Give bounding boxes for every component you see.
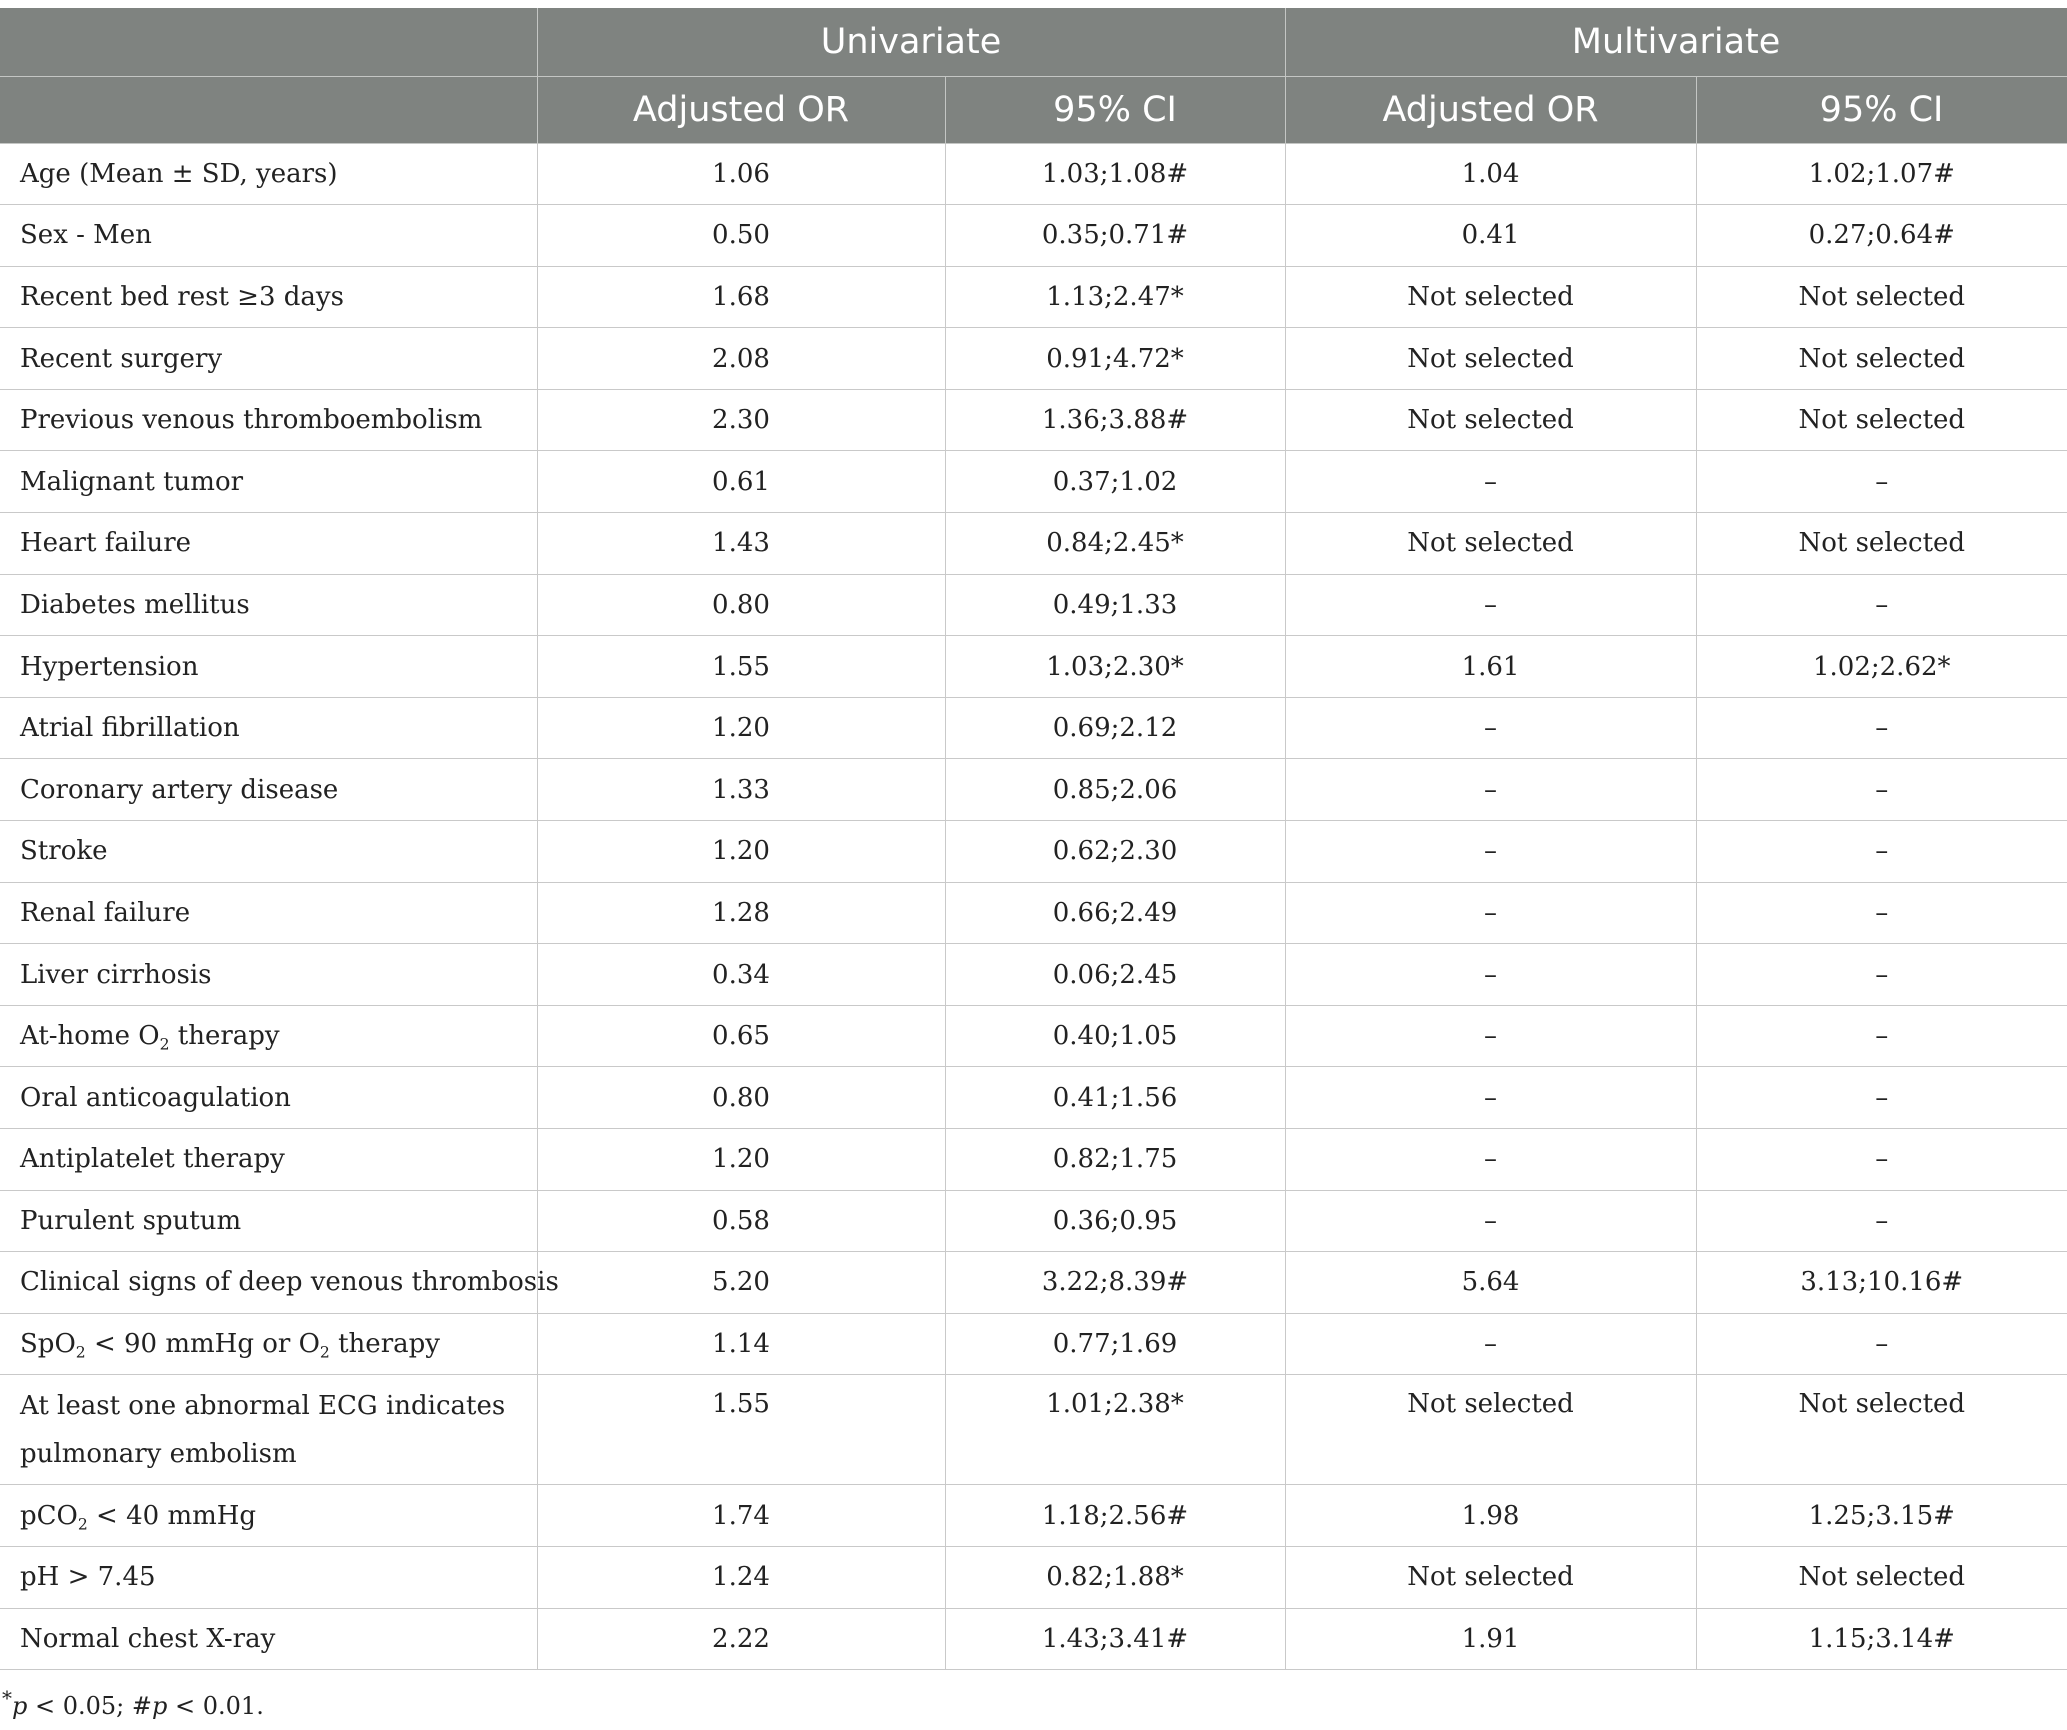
row-label: Clinical signs of deep venous thrombosis	[0, 1252, 537, 1314]
cell-univariate-ci: 0.66;2.49	[945, 882, 1285, 944]
cell-univariate-ci: 1.13;2.47*	[945, 266, 1285, 328]
cell-multivariate-ci: –	[1696, 697, 2067, 759]
cell-multivariate-ci: –	[1696, 944, 2067, 1006]
row-label-subscript: 2	[77, 1515, 88, 1534]
footnote-p-symbol: p	[152, 1692, 168, 1720]
cell-univariate-or: 2.22	[537, 1608, 945, 1670]
cell-multivariate-ci: 1.15;3.14#	[1696, 1608, 2067, 1670]
table-row	[0, 1067, 2067, 1129]
row-label-part: SpO	[20, 1329, 76, 1360]
cell-multivariate-or: –	[1285, 1129, 1696, 1191]
cell-multivariate-ci: Not selected	[1696, 513, 2067, 575]
cell-multivariate-or: Not selected	[1285, 266, 1696, 328]
cell-multivariate-or: –	[1285, 1313, 1696, 1375]
cell-multivariate-ci: Not selected	[1696, 328, 2067, 390]
row-label: Previous venous thromboembolism	[0, 389, 537, 451]
cell-univariate-ci: 0.82;1.88*	[945, 1546, 1285, 1608]
cell-multivariate-ci: 0.27;0.64#	[1696, 205, 2067, 267]
row-label: Coronary artery disease	[0, 759, 537, 821]
table-header	[0, 8, 2067, 143]
cell-multivariate-ci: –	[1696, 1129, 2067, 1191]
table-row	[0, 1485, 2067, 1547]
row-label-part: therapy	[169, 1021, 280, 1052]
table-row	[0, 1005, 2067, 1067]
cell-multivariate-ci: 1.02;1.07#	[1696, 143, 2067, 205]
cell-multivariate-ci: 1.25;3.15#	[1696, 1485, 2067, 1547]
table-body	[0, 143, 2067, 1670]
row-label: Renal failure	[0, 882, 537, 944]
cell-univariate-or: 0.34	[537, 944, 945, 1006]
table-footnote	[2, 1686, 264, 1720]
cell-multivariate-or: –	[1285, 759, 1696, 821]
row-label-subscript: 2	[319, 1343, 330, 1362]
row-label-subscript: 2	[159, 1035, 170, 1054]
header-multivariate-ci: 95% CI	[1696, 76, 2067, 143]
table-row	[0, 513, 2067, 575]
cell-multivariate-ci: –	[1696, 821, 2067, 883]
cell-multivariate-or: 0.41	[1285, 205, 1696, 267]
cell-multivariate-or: –	[1285, 821, 1696, 883]
table-row	[0, 1252, 2067, 1314]
cell-multivariate-ci: –	[1696, 759, 2067, 821]
cell-multivariate-ci: –	[1696, 882, 2067, 944]
cell-multivariate-or: –	[1285, 1067, 1696, 1129]
cell-univariate-ci: 0.84;2.45*	[945, 513, 1285, 575]
row-label: Hypertension	[0, 636, 537, 698]
cell-univariate-or: 1.28	[537, 882, 945, 944]
cell-univariate-ci: 0.49;1.33	[945, 574, 1285, 636]
table-row	[0, 1608, 2067, 1670]
row-label: Sex - Men	[0, 205, 537, 267]
cell-univariate-or: 1.06	[537, 143, 945, 205]
cell-multivariate-or: 5.64	[1285, 1252, 1696, 1314]
row-label: Normal chest X-ray	[0, 1608, 537, 1670]
footnote-star: *	[2, 1686, 12, 1710]
row-label-part: < 90 mmHg or O	[85, 1329, 320, 1360]
cell-multivariate-or: 1.61	[1285, 636, 1696, 698]
cell-multivariate-ci: –	[1696, 1313, 2067, 1375]
row-label: pH > 7.45	[0, 1546, 537, 1608]
header-column-row	[0, 76, 2067, 143]
cell-multivariate-ci: Not selected	[1696, 1375, 2067, 1485]
cell-multivariate-or: Not selected	[1285, 1375, 1696, 1485]
table-row	[0, 574, 2067, 636]
cell-multivariate-or: Not selected	[1285, 328, 1696, 390]
cell-univariate-or: 0.80	[537, 574, 945, 636]
table-row	[0, 389, 2067, 451]
cell-univariate-or: 0.58	[537, 1190, 945, 1252]
header-univariate-ci: 95% CI	[945, 76, 1285, 143]
table-row	[0, 759, 2067, 821]
cell-univariate-ci: 0.82;1.75	[945, 1129, 1285, 1191]
cell-multivariate-or: –	[1285, 574, 1696, 636]
table-row	[0, 266, 2067, 328]
header-multivariate: Multivariate	[1285, 8, 2067, 76]
cell-multivariate-or: 1.04	[1285, 143, 1696, 205]
cell-univariate-or: 1.55	[537, 636, 945, 698]
cell-univariate-ci: 0.91;4.72*	[945, 328, 1285, 390]
cell-univariate-or: 5.20	[537, 1252, 945, 1314]
results-table	[0, 8, 2067, 1670]
table-row	[0, 451, 2067, 513]
row-label: Stroke	[0, 821, 537, 883]
cell-univariate-ci: 1.36;3.88#	[945, 389, 1285, 451]
cell-multivariate-or: Not selected	[1285, 389, 1696, 451]
header-univariate-or: Adjusted OR	[537, 76, 945, 143]
header-blank-cell	[0, 8, 537, 76]
cell-multivariate-or: Not selected	[1285, 1546, 1696, 1608]
cell-univariate-ci: 1.01;2.38*	[945, 1375, 1285, 1485]
table-row	[0, 1129, 2067, 1191]
cell-univariate-ci: 0.06;2.45	[945, 944, 1285, 1006]
table-row	[0, 328, 2067, 390]
table-row	[0, 944, 2067, 1006]
cell-univariate-ci: 1.43;3.41#	[945, 1608, 1285, 1670]
cell-univariate-ci: 0.35;0.71#	[945, 205, 1285, 267]
cell-multivariate-ci: –	[1696, 451, 2067, 513]
header-group-row	[0, 8, 2067, 76]
cell-multivariate-ci: Not selected	[1696, 1546, 2067, 1608]
cell-multivariate-ci: –	[1696, 1067, 2067, 1129]
row-label: Heart failure	[0, 513, 537, 575]
table-row	[0, 1546, 2067, 1608]
table-row	[0, 205, 2067, 267]
cell-multivariate-or: 1.91	[1285, 1608, 1696, 1670]
row-label-subscript: 2	[75, 1343, 86, 1362]
cell-multivariate-or: –	[1285, 1005, 1696, 1067]
row-label: Antiplatelet therapy	[0, 1129, 537, 1191]
footnote-text-1: < 0.05; #	[27, 1692, 153, 1720]
row-label	[0, 1313, 537, 1375]
table-row	[0, 697, 2067, 759]
row-label: Malignant tumor	[0, 451, 537, 513]
cell-multivariate-or: –	[1285, 882, 1696, 944]
row-label: Purulent sputum	[0, 1190, 537, 1252]
cell-univariate-ci: 1.03;2.30*	[945, 636, 1285, 698]
cell-univariate-or: 1.14	[537, 1313, 945, 1375]
row-label-part: < 40 mmHg	[87, 1500, 257, 1531]
cell-univariate-or: 2.30	[537, 389, 945, 451]
header-multivariate-or: Adjusted OR	[1285, 76, 1696, 143]
footnote-text-2: < 0.01.	[167, 1692, 264, 1720]
row-label: Diabetes mellitus	[0, 574, 537, 636]
cell-multivariate-ci: –	[1696, 574, 2067, 636]
cell-multivariate-or: 1.98	[1285, 1485, 1696, 1547]
cell-univariate-or: 1.20	[537, 697, 945, 759]
cell-multivariate-or: –	[1285, 1190, 1696, 1252]
row-label: Oral anticoagulation	[0, 1067, 537, 1129]
cell-univariate-or: 1.33	[537, 759, 945, 821]
cell-multivariate-ci: –	[1696, 1005, 2067, 1067]
cell-univariate-or: 1.43	[537, 513, 945, 575]
row-label	[0, 1005, 537, 1067]
table-row	[0, 1375, 2067, 1485]
cell-univariate-ci: 0.77;1.69	[945, 1313, 1285, 1375]
cell-univariate-or: 0.61	[537, 451, 945, 513]
cell-univariate-or: 1.68	[537, 266, 945, 328]
row-label: Recent bed rest ≥3 days	[0, 266, 537, 328]
cell-univariate-or: 0.65	[537, 1005, 945, 1067]
cell-univariate-ci: 1.18;2.56#	[945, 1485, 1285, 1547]
cell-univariate-ci: 0.69;2.12	[945, 697, 1285, 759]
cell-univariate-ci: 0.85;2.06	[945, 759, 1285, 821]
table-row	[0, 821, 2067, 883]
cell-multivariate-ci: –	[1696, 1190, 2067, 1252]
cell-univariate-or: 1.24	[537, 1546, 945, 1608]
cell-multivariate-ci: 3.13;10.16#	[1696, 1252, 2067, 1314]
row-label	[0, 1485, 537, 1547]
row-label-part: pCO	[20, 1500, 78, 1531]
header-univariate: Univariate	[537, 8, 1285, 76]
row-label: Liver cirrhosis	[0, 944, 537, 1006]
cell-univariate-ci: 0.62;2.30	[945, 821, 1285, 883]
row-label: Atrial fibrillation	[0, 697, 537, 759]
cell-univariate-ci: 0.36;0.95	[945, 1190, 1285, 1252]
cell-multivariate-or: Not selected	[1285, 513, 1696, 575]
cell-multivariate-ci: 1.02;2.62*	[1696, 636, 2067, 698]
cell-univariate-or: 0.50	[537, 205, 945, 267]
cell-multivariate-or: –	[1285, 697, 1696, 759]
cell-univariate-ci: 0.41;1.56	[945, 1067, 1285, 1129]
row-label-part: therapy	[329, 1329, 440, 1360]
table-row	[0, 882, 2067, 944]
cell-univariate-ci: 0.40;1.05	[945, 1005, 1285, 1067]
cell-univariate-ci: 3.22;8.39#	[945, 1252, 1285, 1314]
cell-multivariate-or: –	[1285, 451, 1696, 513]
cell-multivariate-ci: Not selected	[1696, 389, 2067, 451]
table-row	[0, 1313, 2067, 1375]
row-label: Recent surgery	[0, 328, 537, 390]
cell-univariate-or: 1.74	[537, 1485, 945, 1547]
footnote-p-symbol: p	[12, 1692, 28, 1720]
row-label: At least one abnormal ECG indicates pulmonary embolism	[0, 1375, 537, 1485]
cell-univariate-ci: 1.03;1.08#	[945, 143, 1285, 205]
table-row	[0, 1190, 2067, 1252]
header-blank-cell	[0, 76, 537, 143]
table-row	[0, 143, 2067, 205]
cell-univariate-or: 1.20	[537, 1129, 945, 1191]
cell-univariate-or: 1.20	[537, 821, 945, 883]
cell-univariate-or: 1.55	[537, 1375, 945, 1485]
row-label-part: At-home O	[20, 1021, 160, 1052]
table-row	[0, 636, 2067, 698]
row-label: Age (Mean ± SD, years)	[0, 143, 537, 205]
cell-multivariate-ci: Not selected	[1696, 266, 2067, 328]
cell-multivariate-or: –	[1285, 944, 1696, 1006]
cell-univariate-ci: 0.37;1.02	[945, 451, 1285, 513]
cell-univariate-or: 0.80	[537, 1067, 945, 1129]
cell-univariate-or: 2.08	[537, 328, 945, 390]
